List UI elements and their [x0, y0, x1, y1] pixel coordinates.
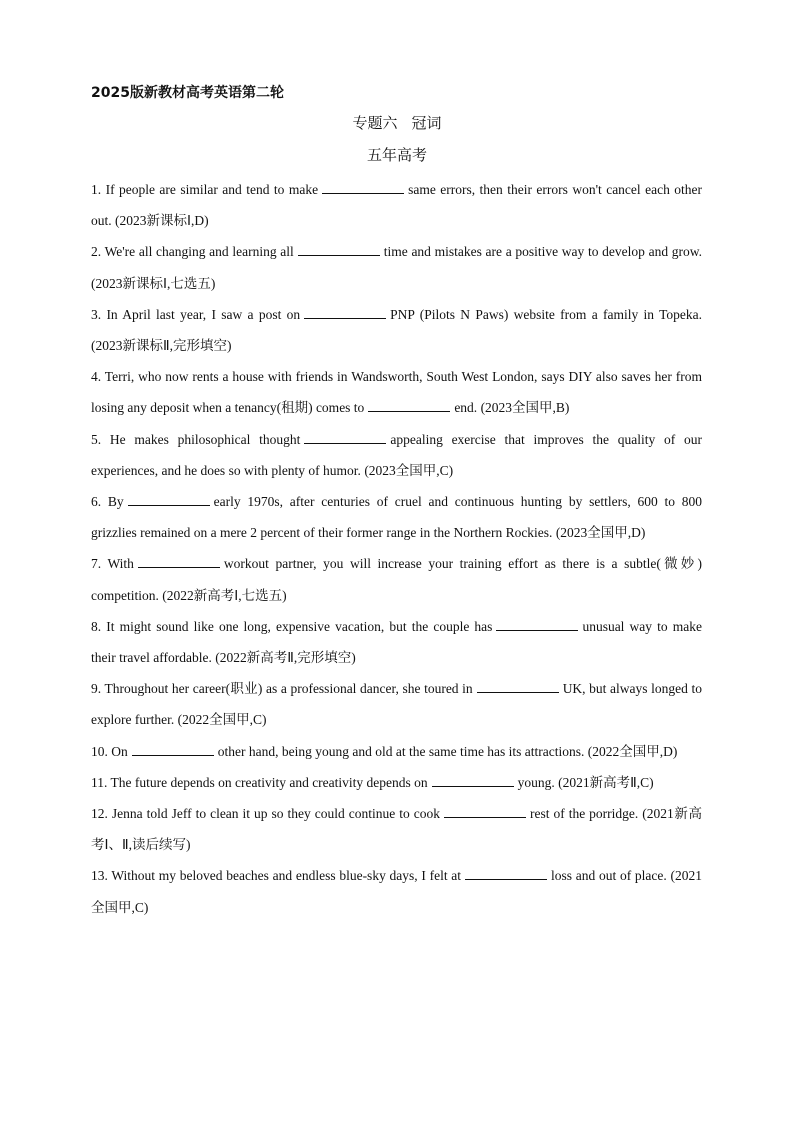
topic-title [0, 112, 794, 133]
answer-blank[interactable] [304, 429, 386, 444]
answer-blank[interactable] [444, 803, 526, 818]
answer-blank[interactable] [128, 491, 210, 506]
question-item: 12. Jenna told Jeff to clean it up so they could continue to cook rest of the porridge. (2021新高考Ⅰ、Ⅱ,读后续写) [91, 798, 702, 860]
question-source: (2022全国甲,C) [177, 712, 267, 728]
question-item: 1. If people are similar and tend to make same errors, then their errors won't cancel each other out. (2023新课标Ⅰ,D) [91, 174, 702, 236]
question-source: (2023新课标Ⅱ,完形填空) [91, 338, 232, 354]
question-item: 2. We're all changing and learning all time and mistakes are a positive way to develop and grow. (2023新课标Ⅰ,七选五) [91, 236, 702, 298]
answer-blank[interactable] [496, 616, 578, 631]
question-source: (2021全国甲,C) [91, 868, 703, 915]
question-item: 8. It might sound like one long, expensive vacation, but the couple has unusual way to make their travel affordable. (2022新高考Ⅱ,完形填空) [91, 611, 702, 673]
question-source: (2021新高考Ⅱ,C) [558, 774, 654, 790]
answer-blank[interactable] [322, 179, 404, 194]
question-item: 11. The future depends on creativity and creativity depends on young. (2021新高考Ⅱ,C) [91, 767, 702, 798]
topic-number: 专题六 [352, 114, 398, 132]
question-source: (2023全国甲,B) [480, 400, 570, 416]
answer-blank[interactable] [465, 865, 547, 880]
question-source: (2023全国甲,D) [555, 525, 646, 541]
answer-blank[interactable] [432, 772, 514, 787]
answer-blank[interactable] [368, 397, 450, 412]
topic-name: 冠词 [411, 114, 442, 132]
document-header: 2025版新教材高考英语第二轮 [91, 85, 284, 101]
question-source: (2023新课标Ⅰ,D) [115, 213, 209, 229]
question-source: (2022新高考Ⅱ,完形填空) [215, 650, 356, 666]
question-source: (2021新高考Ⅰ、Ⅱ,读后续写) [91, 806, 703, 853]
question-item: 3. In April last year, I saw a post on PNP (Pilots N Paws) website from a family in Topeka. (2023新课标Ⅱ,完形填空) [91, 299, 702, 361]
answer-blank[interactable] [298, 241, 380, 256]
question-item: 9. Throughout her career(职业) as a professional dancer, she toured in UK, but always longed to explore further. (2022全国甲,C) [91, 673, 702, 735]
answer-blank[interactable] [304, 304, 386, 319]
question-list [91, 174, 702, 923]
question-source: (2022全国甲,D) [587, 743, 678, 759]
question-source: (2022新高考Ⅰ,七选五) [162, 587, 287, 603]
question-item: 7. With workout partner, you will increase your training effort as there is a subtle(微妙) competition. (2022新高考Ⅰ,七选五) [91, 548, 702, 610]
question-item: 10. On other hand, being young and old at the same time has its attractions. (2022全国甲,D) [91, 736, 702, 767]
question-item: 6. By early 1970s, after centuries of cruel and continuous hunting by settlers, 600 to 800 grizzlies remained on a mere 2 percent of their former range in the Northern Rockies. (2023全国甲,D) [91, 486, 702, 548]
question-item: 5. He makes philosophical thought appealing exercise that improves the quality of our experiences, and he does so with plenty of humor. (2023全国甲,C) [91, 424, 702, 486]
answer-blank[interactable] [477, 678, 559, 693]
question-item: 4. Terri, who now rents a house with friends in Wandsworth, South West London, says DIY also saves her from losing any deposit when a tenancy(租期) comes to end. (2023全国甲,B) [91, 369, 702, 416]
question-source: (2023全国甲,C) [364, 462, 454, 478]
section-title: 五年高考 [366, 146, 427, 164]
answer-blank[interactable] [132, 741, 214, 756]
answer-blank[interactable] [138, 553, 220, 568]
question-item: 13. Without my beloved beaches and endless blue-sky days, I felt at loss and out of place. (2021全国甲,C) [91, 860, 702, 922]
question-source: (2023新课标Ⅰ,七选五) [91, 275, 216, 291]
